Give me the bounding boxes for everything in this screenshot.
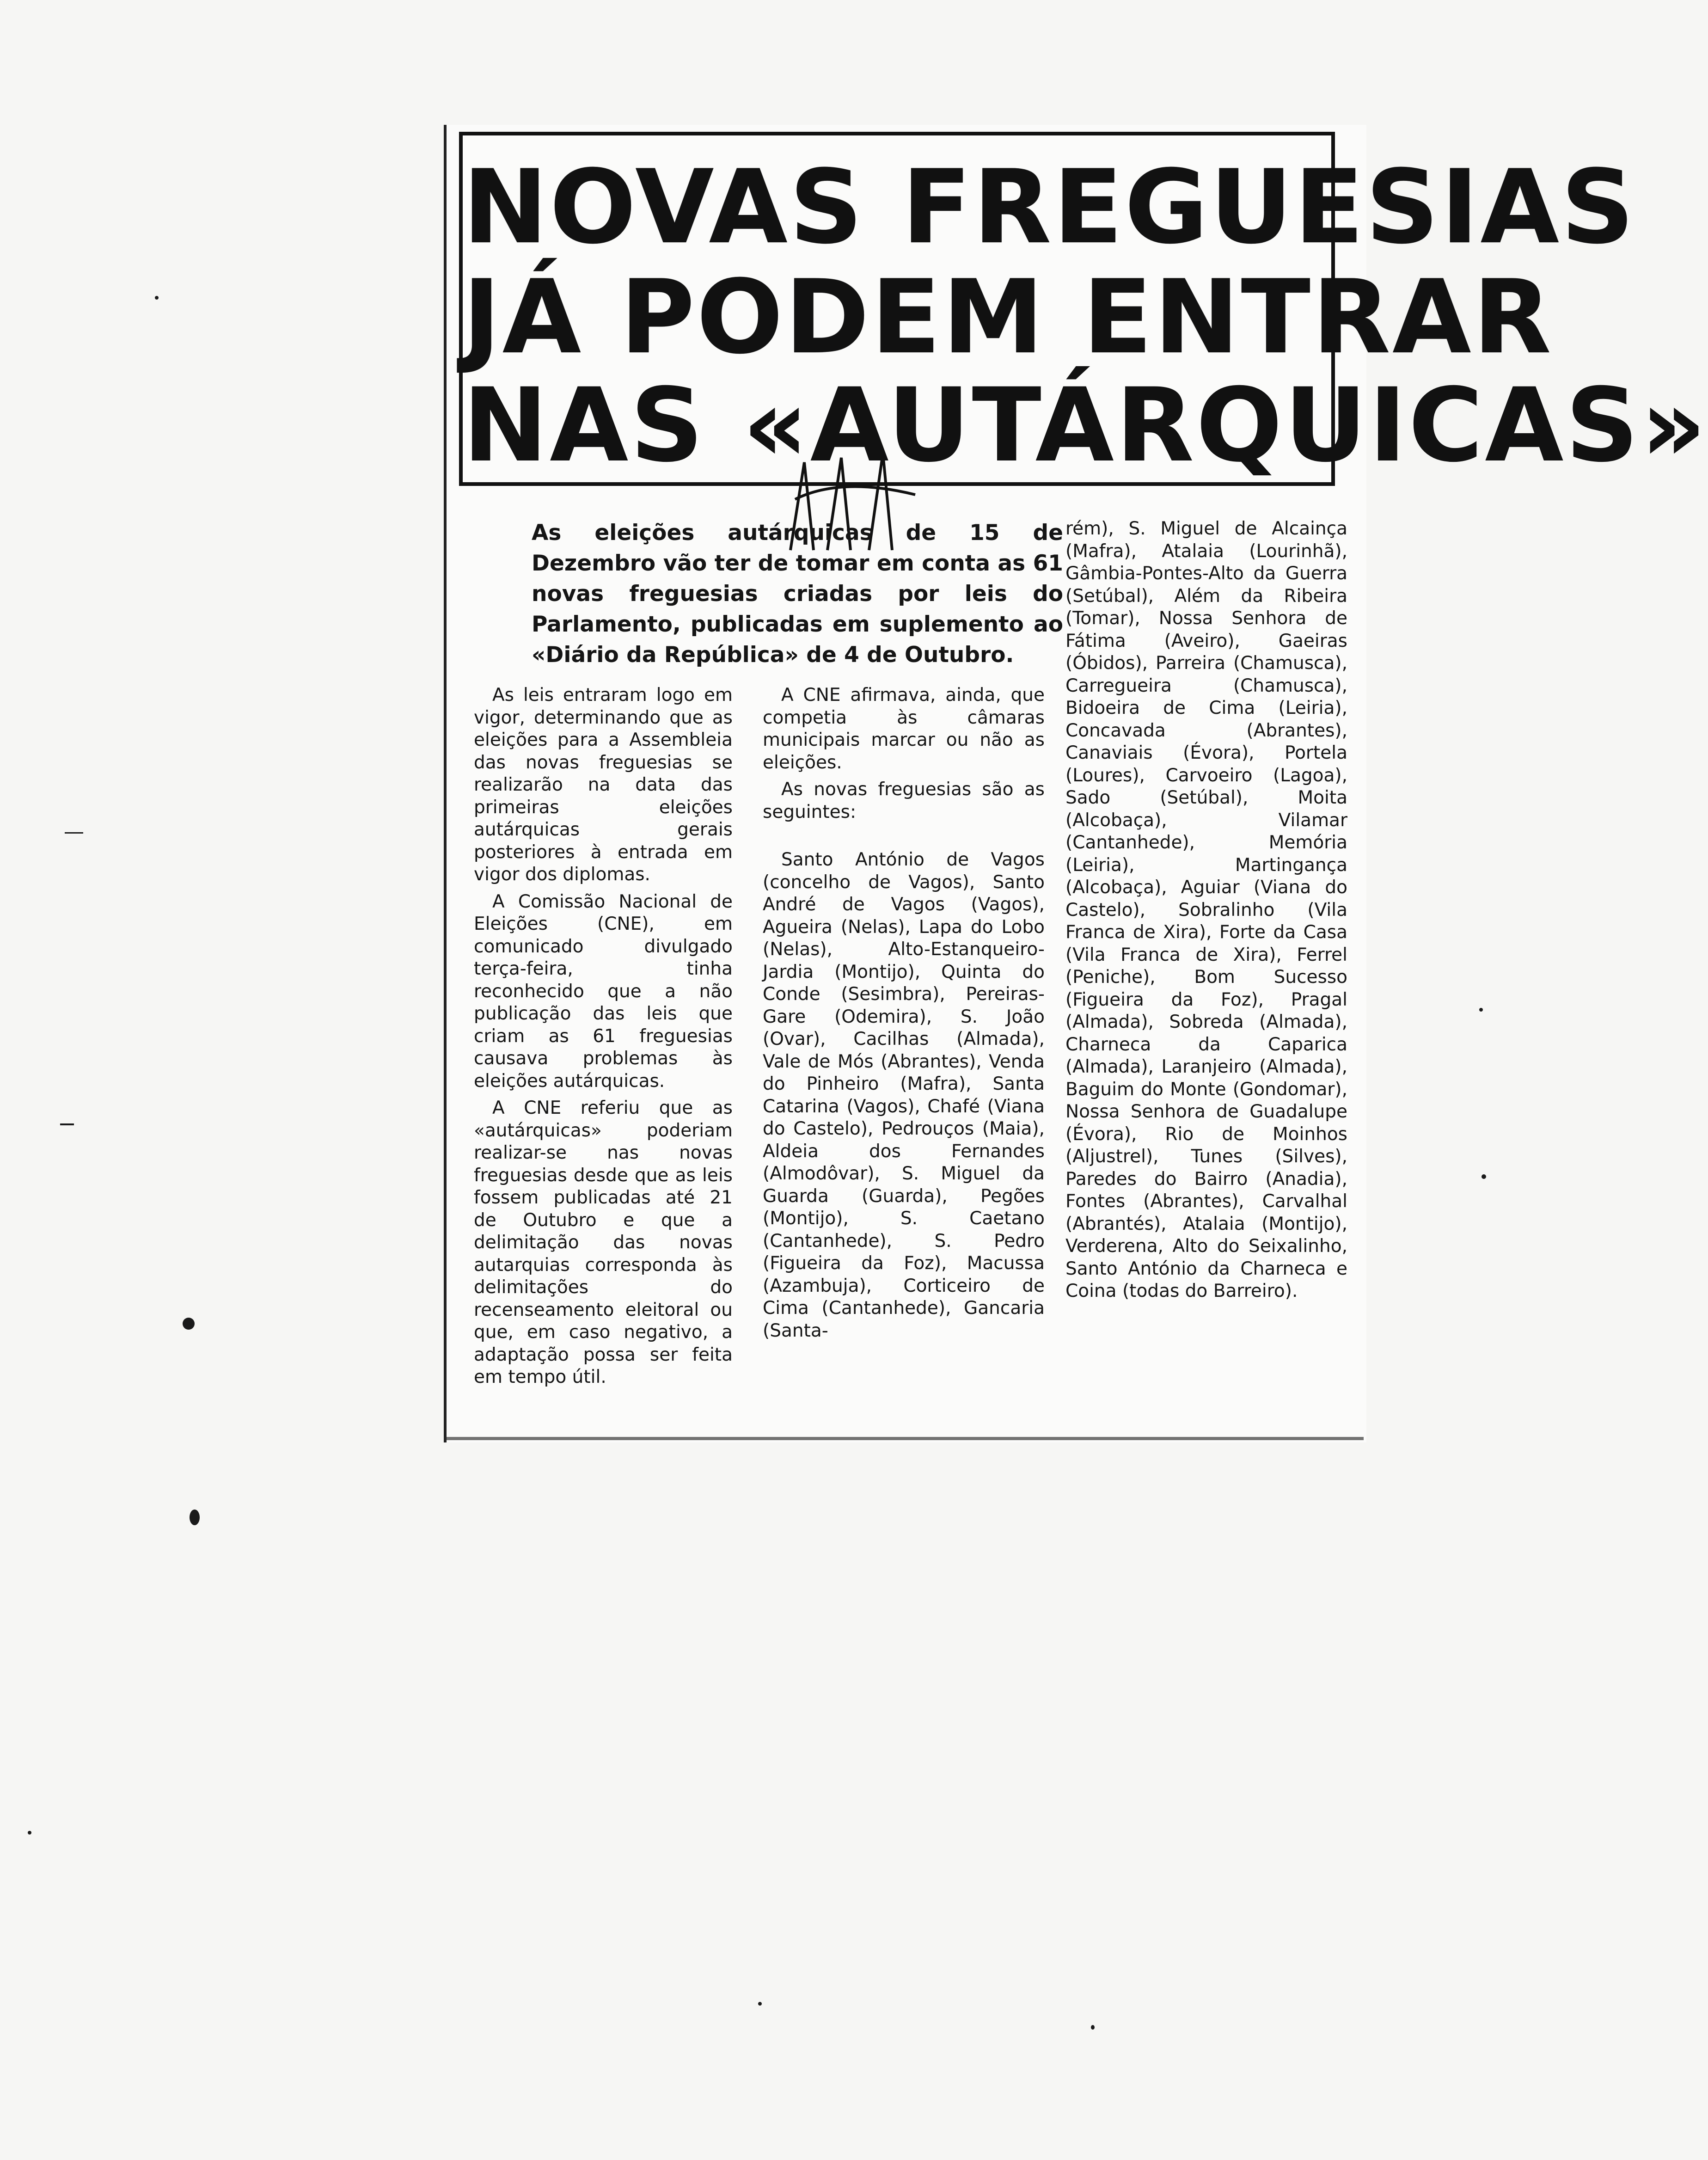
headline-line-1: NOVAS FREGUESIAS: [463, 148, 1636, 266]
paragraph: A CNE referiu que as «autárquicas» poderiam realizar-se nas novas freguesias desde que as leis fossem publicadas até 21 de Outubro e que a delimitação das novas autarquias corresponda às delimitações do recenseamento eleitoral ou que, em caso negativo, a adaptação possa ser feita em tempo útil.: [474, 1098, 733, 1387]
article-column-1: [474, 684, 733, 1393]
clipping-torn-edge: [444, 1437, 1364, 1440]
scan-speck: [1481, 1174, 1486, 1179]
headline-line-3: NAS «AUTÁRQUICAS»: [463, 366, 1708, 485]
paragraph: A Comissão Nacional de Eleições (CNE), em comunicado divulgado terça-feira, tinha reconhecido que a não publicação das leis que criam as 61 freguesias causava problemas às eleições autárquicas.: [474, 891, 733, 1092]
paragraph: As leis entraram logo em vigor, determinando que as eleições para a Assembleia das novas freguesias se realizarão na data das primeiras eleições autárquicas gerais posteriores à entrada em vigor dos diplomas.: [474, 685, 733, 885]
headline-box: [459, 132, 1708, 486]
article-lead: As eleições autárquicas de 15 de Dezembro vão ter de tomar em conta as 61 novas freguesias criadas por leis do Parlamento, publicadas em suplemento ao «Diário da República» de 4 de Outubro.: [532, 520, 1063, 668]
scan-speck: [190, 1510, 200, 1525]
article-column-3: [1065, 518, 1347, 1307]
scan-speck: [155, 296, 159, 300]
paragraph: As novas freguesias são as seguintes:: [763, 779, 1045, 822]
scan-speck: [1091, 2025, 1095, 2030]
scan-speck: [1479, 1008, 1483, 1012]
parish-list: Santo António de Vagos (concelho de Vagos), Santo André de Vagos (Vagos), Agueira (Nelas), Lapa do Lobo (Nelas), Alto-Estanqueiro-Jardia (Montijo), Quinta do Conde (Sesimbra), Pereiras-Gare (Odemira), S. João (Ovar), Cacilhas (Almada), Vale de Mós (Abrantes), Venda do Pinheiro (Mafra), Santa Catarina (Vagos), Chafé (Viana do Castelo), Pedrouços (Maia), Aldeia dos Fernandes (Almodôvar), S. Miguel da Guarda (Guarda), Pegões (Montijo), S. Caetano (Cantanhede), S. Pedro (Figueira da Foz), Macussa (Azambuja), Corticeiro de Cima (Cantanhede), Gancaria (Santa-: [763, 849, 1045, 1341]
paragraph: A CNE afirmava, ainda, que competia às câmaras municipais marcar ou não as eleições.: [763, 685, 1045, 773]
scan-speck: [60, 1123, 74, 1125]
scan-speck: [28, 1831, 31, 1835]
parish-list-continued: rém), S. Miguel de Alcainça (Mafra), Atalaia (Lourinhã), Gâmbia-Pontes-Alto da Guerra (Setúbal), Além da Ribeira (Tomar), Nossa Senhora de Fátima (Aveiro), Gaeiras (Óbidos), Parreira (Chamusca), Carregueira (Chamusca), Bidoeira de Cima (Leiria), Concavada (Abrantes), Canaviais (Évora), Portela (Loures), Carvoeiro (Lagoa), Sado (Setúbal), Moita (Alcobaça), Vilamar (Cantanhede), Memória (Leiria), Martingança (Alcobaça), Aguiar (Viana do Castelo), Sobralinho (Vila Franca de Xira), Forte da Casa (Vila Franca de Xira), Ferrel (Peniche), Bom Sucesso (Figueira da Foz), Pragal (Almada), Sobreda (Almada), Charneca da Caparica (Almada), Laranjeiro (Almada), Baguim do Monte (Gondomar), Nossa Senhora de Guadalupe (Évora), Rio de Moinhos (Aljustrel), Tunes (Silves), Paredes do Bairro (Anadia), Fontes (Abrantes), Carvalhal (Abrantés), Atalaia (Montijo), Verderena, Alto do Seixalinho, Santo António da Charneca e Coina (todas do Barreiro).: [1065, 518, 1347, 1301]
scan-speck: [65, 832, 83, 834]
headline-line-2: JÁ PODEM ENTRAR: [463, 258, 1553, 376]
article-column-2: [763, 684, 1045, 1347]
scan-speck: [758, 2002, 762, 2006]
scan-speck: [183, 1318, 195, 1330]
